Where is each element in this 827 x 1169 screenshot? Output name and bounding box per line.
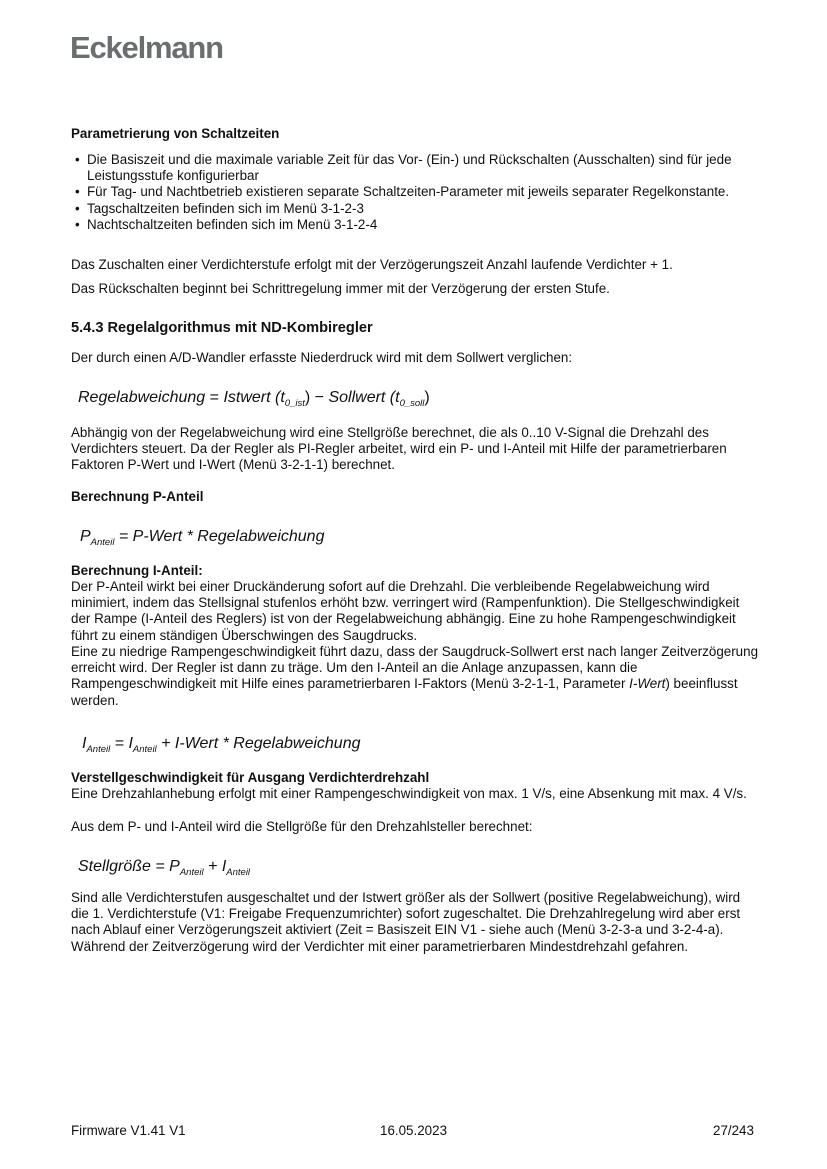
paragraph: Aus dem P- und I-Anteil wird die Stellgröße für den Drehzahlsteller berechnet: [71, 819, 533, 834]
paragraph: Eine zu niedrige Rampengeschwindigkeit führt dazu, dass der Saugdruck-Sollwert erst nach langer Zeitverzögerung erreicht wird. Der Regler ist dann zu träge. Um den I-Anteil an die Anlage anzupassen, kann die Rampengeschwindigkeit mit Hilfe eines parametrierbaren I-Faktors (Menü 3-2-1-1, Parameter I-Wert) beeinflusst werden. [71, 644, 759, 708]
paragraph: Abhängig von der Regelabweichung wird eine Stellgröße berechnet, die als 0..10 V-Signal die Drehzahl des Verdichters steuert. Da der Regler als PI-Regler arbeitet, wird ein P- und I-Anteil mit Hilfe der parametrierbaren Faktoren P-Wert und I-Wert (Menü 3-2-1-1) berechnet. [71, 425, 727, 473]
list-item: • Tagschaltzeiten befinden sich im Menü 3-1-2-3 [71, 201, 761, 217]
formula-p-anteil: $P_{Anteil}$ = P-Wert * Regelabweichung [80, 528, 325, 549]
footer-firmware: Firmware V1.41 V1 [71, 1123, 186, 1138]
paragraph: Eine Drehzahlanhebung erfolgt mit einer Rampengeschwindigkeit von max. 1 V/s, eine Absenkung mit max. 4 V/s. [71, 786, 747, 801]
eckelmann-logo: Eckelmann [70, 30, 223, 65]
footer-date: 16.05.2023 [380, 1123, 448, 1138]
heading-i-anteil: Berechnung I-Anteil: [71, 563, 203, 578]
paragraph: Das Zuschalten einer Verdichterstufe erfolgt mit der Verzögerungszeit Anzahl laufende Verdichter + 1. [71, 257, 673, 272]
list-item: • Für Tag- und Nachtbetrieb existieren separate Schaltzeiten-Parameter mit jeweils separater Regelkonstante. [71, 184, 761, 200]
section-title-schaltzeiten: Parametrierung von Schaltzeiten [71, 126, 280, 141]
paragraph: Das Rückschalten beginnt bei Schrittregelung immer mit der Verzögerung der ersten Stufe. [71, 281, 610, 296]
formula-i-anteil: $I_{Anteil} = I_{Anteil}$ + I-Wert * Regelabweichung [82, 735, 361, 756]
paragraph: Der P-Anteil wirkt bei einer Druckänderung sofort auf die Drehzahl. Die verbleibende Regelabweichung wird minimiert, indem das Stellsignal stufenlos erhöht bzw. verringert wird (Rampenfunktion). Die Stellgeschwindigkeit der Rampe (I-Anteil des Reglers) ist von der Regelabweichung abhängig. Eine zu hohe Rampengeschwindigkeit führt zu einem ständigen Überschwingen des Saugdrucks. [71, 579, 740, 643]
paragraph: Der durch einen A/D-Wandler erfasste Niederdruck wird mit dem Sollwert verglichen: [71, 350, 573, 365]
section-heading-5-4-3: 5.4.3 Regelalgorithmus mit ND-Kombiregler [71, 320, 373, 336]
schaltzeiten-bullet-list [71, 152, 761, 233]
footer-page-number: 27/243 [713, 1123, 754, 1138]
formula-regelabweichung: Regelabweichung = Istwert $(t_{0\_ist})$ − Sollwert $(t_{0\_soll})$ [78, 389, 430, 410]
paragraph: Sind alle Verdichterstufen ausgeschaltet und der Istwert größer als der Sollwert (positive Regelabweichung), wird die 1. Verdichterstufe (V1: Freigabe Frequenzumrichter) sofort zugeschaltet. Die Drehzahlregelung wird aber erst nach Ablauf einer Verzögerungszeit aktiviert (Zeit = Basiszeit EIN V1 - siehe auch (Menü 3-2-3-a und 3-2-4-a). Während der Zeitverzögerung wird der Verdichter mit einer parametrierbaren Mindestdrehzahl gefahren. [71, 890, 741, 954]
list-item: • Die Basiszeit und die maximale variable Zeit für das Vor- (Ein-) und Rückschalten (Ausschalten) sind für jede Leistungsstufe konfigurierbar [71, 152, 761, 184]
heading-verstellgeschwindigkeit: Verstellgeschwindigkeit für Ausgang Verdichterdrehzahl [71, 770, 430, 785]
heading-p-anteil: Berechnung P-Anteil [71, 489, 204, 504]
formula-stellgroesse: Stellgröße = $P_{Anteil} + I_{Anteil}$ [78, 858, 251, 879]
list-item: • Nachtschaltzeiten befinden sich im Menü 3-1-2-4 [71, 217, 761, 233]
